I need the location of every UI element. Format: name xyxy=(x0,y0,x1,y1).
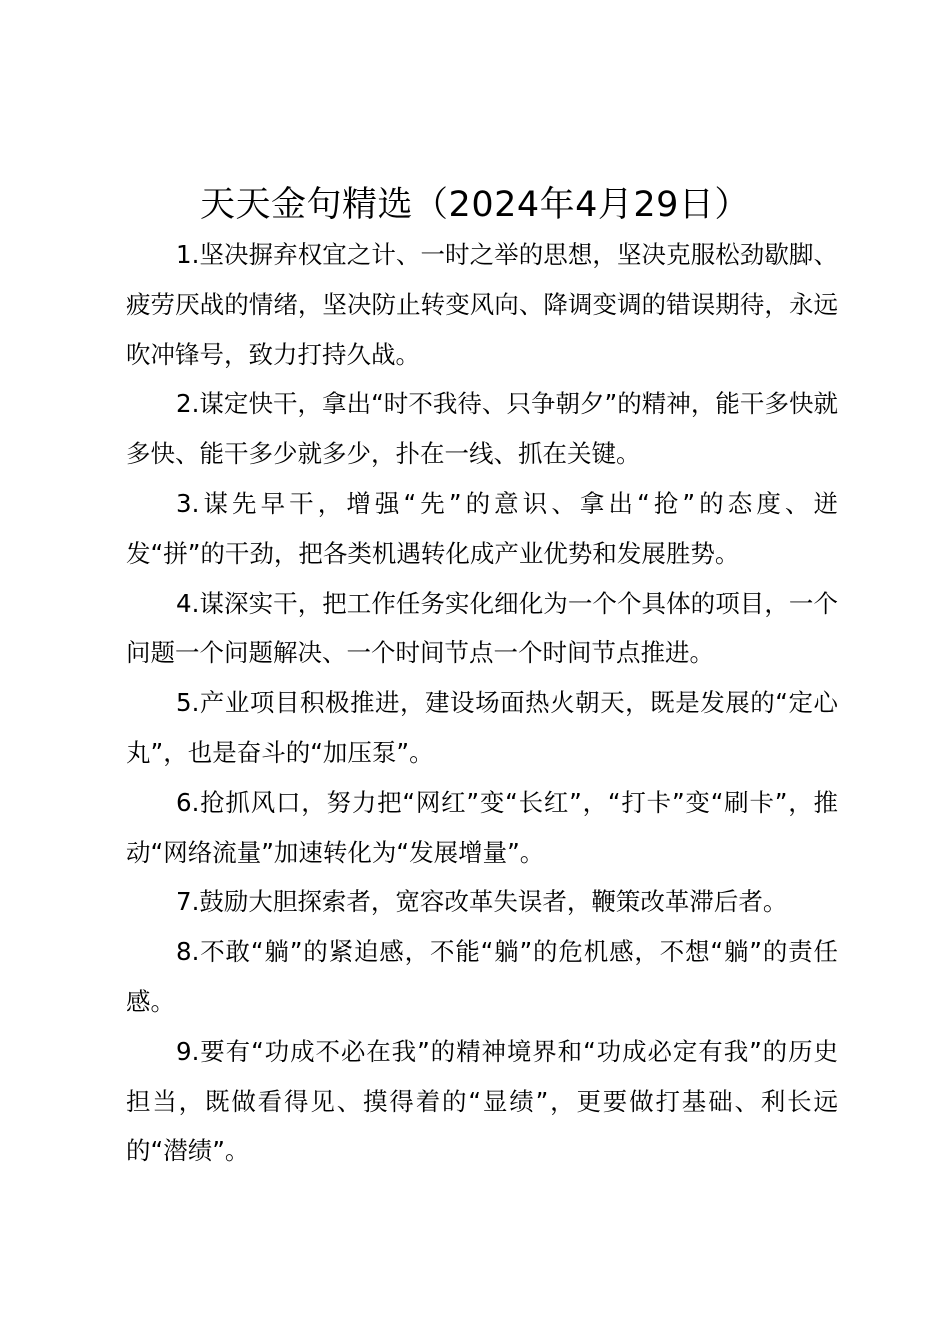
quote-paragraph-3: 3.谋先早干，增强“先”的意识、拿出“抢”的态度、迸发“拼”的干劲，把各类机遇转化成产业优势和发展胜势。 xyxy=(126,488,838,568)
quote-paragraph-5: 5.产业项目积极推进，建设场面热火朝天，既是发展的“定心丸”，也是奋斗的“加压泵”。 xyxy=(126,688,838,767)
document-title: 天天金句精选（2024年4月29日） xyxy=(200,185,750,225)
quote-paragraph-7: 7.鼓励大胆探索者，宽容改革失误者，鞭策改革滞后者。 xyxy=(176,887,788,917)
quote-paragraph-1: 1.坚决摒弃权宜之计、一时之举的思想，坚决克服松劲歇脚、疲劳厌战的情绪，坚决防止转变风向、降调变调的错误期待，永远吹冲锋号，致力打持久战。 xyxy=(126,240,838,369)
document-body xyxy=(126,230,838,1176)
quote-paragraph-8: 8.不敢“躺”的紧迫感，不能“躺”的危机感，不想“躺”的责任感。 xyxy=(126,937,838,1016)
quote-paragraph-9: 9.要有“功成不必在我”的精神境界和“功成必定有我”的历史担当，既做看得见、摸得着的“显绩”，更要做打基础、利长远的“潜绩”。 xyxy=(126,1036,838,1166)
quote-paragraph-6: 6.抢抓风口，努力把“网红”变“长红”，“打卡”变“刷卡”，推动“网络流量”加速转化为“发展增量”。 xyxy=(126,787,838,867)
quote-paragraph-4: 4.谋深实干，把工作任务实化细化为一个个具体的项目，一个问题一个问题解决、一个时间节点一个时间节点推进。 xyxy=(126,588,838,668)
quote-paragraph-2: 2.谋定快干，拿出“时不我待、只争朝夕”的精神，能干多快就多快、能干多少就多少，扑在一线、抓在关键。 xyxy=(126,389,838,469)
